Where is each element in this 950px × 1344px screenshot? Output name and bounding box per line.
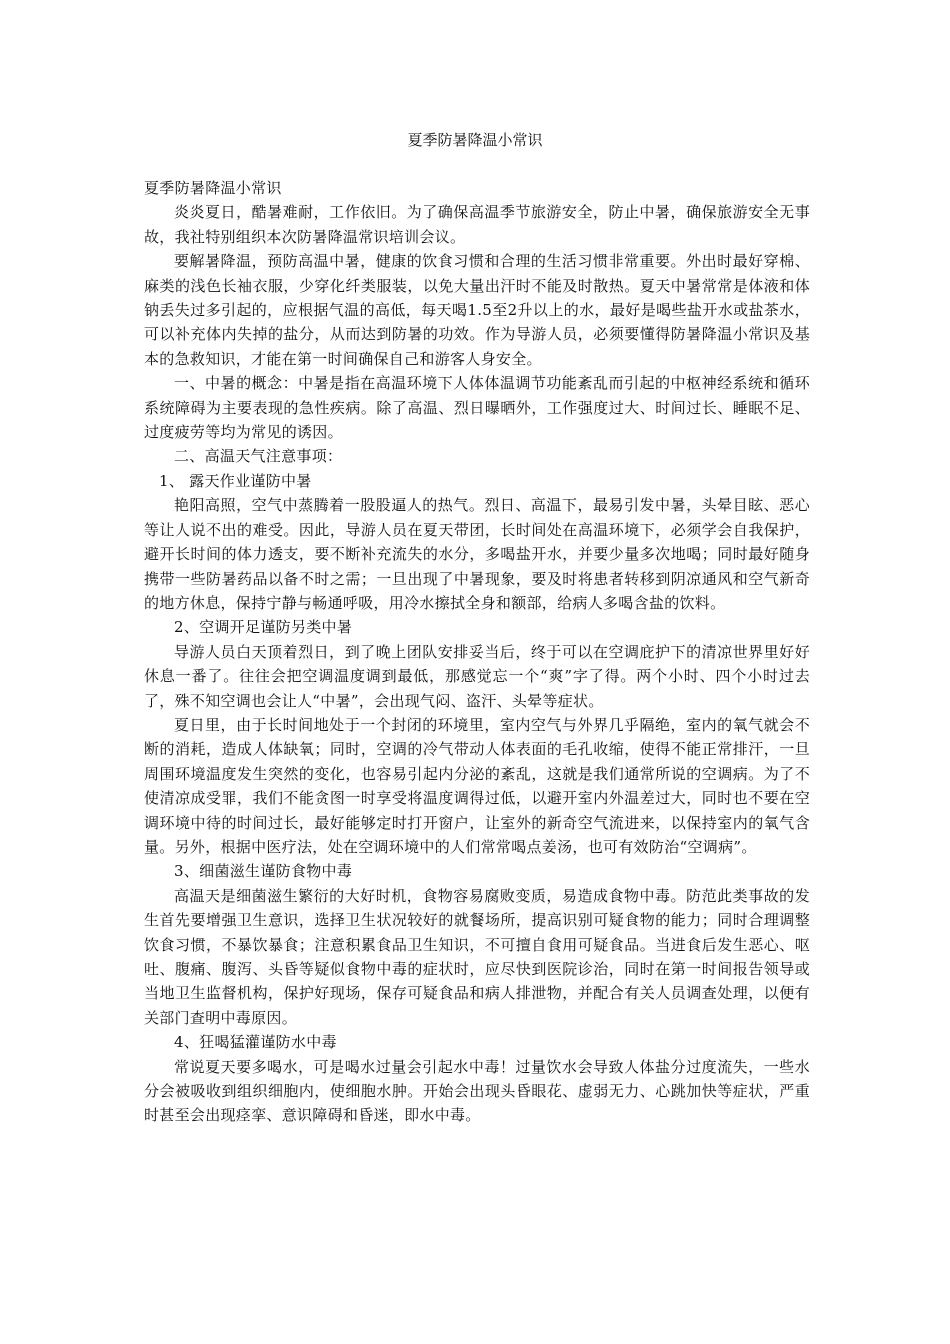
paragraph-heatstroke-concept: 一、中暑的概念：中暑是指在高温环境下人体体温调节功能紊乱而引起的中枢神经系统和循环系统障碍为主要表现的急性疾病。除了高温、烈日曝晒外，工作强度过大、时间过长、睡眠不足、过度疲劳等均为常见的诱因。 (144, 374, 810, 442)
item-heading-air-conditioning: 2、空调开足谨防另类中暑 (174, 618, 353, 637)
item-body-water-intoxication: 常说夏天要多喝水，可是喝水过量会引起水中毒！过量饮水会导致人体盐分过度流失，一些水分会被吸收到组织细胞内，使细胞水肿。开始会出现头昏眼花、虚弱无力、心跳加快等症状，严重时甚至会出现痉挛、意识障碍和昏迷，即水中毒。 (144, 1057, 810, 1125)
document-body (144, 176, 810, 1128)
paragraph-intro: 炎炎夏日，酷暑难耐，工作依旧。为了确保高温季节旅游安全，防止中暑，确保旅游安全无事故，我社特别组织本次防暑降温常识培训会议。 (144, 203, 810, 246)
paragraph-cooling-habits: 要解暑降温，预防高温中暑，健康的饮食习惯和合理的生活习惯非常重要。外出时最好穿棉、麻类的浅色长袖衣服，少穿化纤类服装，以免大量出汗时不能及时散热。夏天中暑常常是体液和体钠丢失过多引起的，应根据气温的高低，每天喝1.5至2升以上的水，最好是喝些盐开水或盐茶水，可以补充体内失掉的盐分，从而达到防暑的功效。作为导游人员，必须要懂得防暑降温小常识及基本的急救知识，才能在第一时间确保自己和游客人身安全。 (144, 252, 810, 368)
item-heading-food-poisoning: 3、细菌滋生谨防食物中毒 (174, 862, 353, 881)
item-heading-water-intoxication: 4、狂喝猛灌谨防水中毒 (174, 1033, 337, 1052)
section-heading-precautions: 二、高温天气注意事项： (174, 447, 343, 466)
document-subtitle: 夏季防暑降温小常识 (144, 179, 282, 197)
item-body-food-poisoning: 高温天是细菌滋生繁衍的大好时机，食物容易腐败变质，易造成食物中毒。防范此类事故的发生首先要增强卫生意识，选择卫生状况较好的就餐场所，提高识别可疑食物的能力；同时合理调整饮食习惯，不暴饮暴食；注意积累食品卫生知识，不可擅自食用可疑食品。当进食后发生恶心、呕吐、腹痛、腹泻、头昏等疑似食物中毒的症状时，应尽快到医院诊治，同时在第一时间报告领导或当地卫生监督机构，保护好现场，保存可疑食品和病人排泄物，并配合有关人员调查处理，以便有关部门查明中毒原因。 (144, 886, 810, 1027)
item-body-outdoor: 艳阳高照，空气中蒸腾着一股股逼人的热气。烈日、高温下，最易引发中暑，头晕目眩、恶心等让人说不出的难受。因此，导游人员在夏天带团，长时间处在高温环境下，必须学会自我保护，避开长时间的体力透支，要不断补充流失的水分，多喝盐开水，并要少量多次地喝；同时最好随身携带一些防暑药品以备不时之需；一旦出现了中暑现象，要及时将患者转移到阴凉通风和空气新奇的地方休息，保持宁静与畅通呼吸，用冷水擦拭全身和额部，给病人多喝含盐的饮料。 (144, 496, 810, 612)
item-body-air-conditioning-1: 导游人员白天顶着烈日，到了晚上团队安排妥当后，终于可以在空调庇护下的清凉世界里好好休息一番了。往往会把空调温度调到最低，那感觉忘一个“爽”字了得。两个小时、四个小时过去了，殊不知空调也会让人“中暑”，会出现气闷、盗汗、头晕等症状。 (144, 642, 810, 710)
document-title: 夏季防暑降温小常识 (407, 131, 543, 149)
item-heading-outdoor: 1、 露天作业谨防中暑 (159, 471, 312, 490)
item-body-air-conditioning-2: 夏日里，由于长时间地处于一个封闭的环境里，室内空气与外界几乎隔绝，室内的氧气就会不断的消耗，造成人体缺氧；同时，空调的冷气带动人体表面的毛孔收缩，使得不能正常排汗，一旦周围环境温度发生突然的变化，也容易引起内分泌的紊乱，这就是我们通常所说的空调病。为了不使清凉成受罪，我们不能贪图一时享受将温度调得过低，以避开室内外温差过大，同时也不要在空调环境中待的时间过长，最好能够定时打开窗户，让室外的新奇空气流进来，以保持室内的氧气含量。另外，根据中医疗法，处在空调环境中的人们常常喝点姜汤，也可有效防治“空调病”。 (144, 715, 810, 856)
